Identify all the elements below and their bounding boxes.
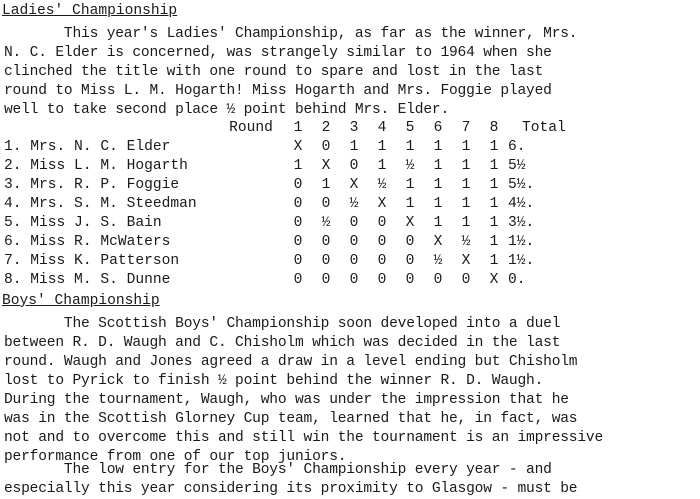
round-score: X (349, 177, 359, 193)
round-score: 0 (293, 215, 303, 231)
round-score: 0 (321, 234, 331, 250)
round-score: 1 (461, 139, 471, 155)
player-name: 3. Mrs. R. P. Foggie (4, 177, 180, 193)
round-score: 0 (321, 253, 331, 269)
round-score: 1 (489, 234, 499, 250)
player-total: 3½. (508, 215, 535, 231)
round-score: ½ (405, 158, 415, 174)
player-total: 5½. (508, 177, 535, 193)
round-score: ½ (377, 177, 387, 193)
text-line: performance from one of our top juniors. (4, 449, 347, 465)
results-table (4, 119, 592, 290)
text-line: especially this year considering its proximity to Glasgow - must be (4, 481, 578, 497)
round-score: 1 (489, 158, 499, 174)
player-total: 6. (508, 139, 526, 155)
round-score: 1 (489, 196, 499, 212)
round-score: X (489, 272, 499, 288)
round-score: 1 (489, 253, 499, 269)
round-score: 1 (461, 177, 471, 193)
round-number: 8 (489, 120, 499, 136)
round-score: 0 (377, 253, 387, 269)
round-number: 6 (433, 120, 443, 136)
round-score: 1 (489, 139, 499, 155)
round-score: 1 (461, 196, 471, 212)
player-row (4, 271, 592, 290)
text-line: During the tournament, Waugh, who was under the impression that he (4, 392, 569, 408)
round-score: 1 (405, 139, 415, 155)
round-score: 0 (321, 272, 331, 288)
round-score: 1 (433, 196, 443, 212)
round-score: 1 (489, 177, 499, 193)
player-row (4, 252, 592, 271)
round-number: 2 (321, 120, 331, 136)
round-score: 1 (433, 215, 443, 231)
round-score: ½ (461, 234, 471, 250)
text-line: round to Miss L. M. Hogarth! Miss Hogarth and Mrs. Foggie played (4, 83, 552, 99)
player-row (4, 195, 592, 214)
round-score: X (461, 253, 471, 269)
round-number: 5 (405, 120, 415, 136)
round-number: 4 (377, 120, 387, 136)
round-score: 0 (293, 253, 303, 269)
player-name: 7. Miss K. Patterson (4, 253, 180, 269)
round-score: 0 (349, 234, 359, 250)
player-name: 5. Miss J. S. Bain (4, 215, 162, 231)
boys-paragraph-1 (4, 315, 694, 467)
round-score: 0 (349, 215, 359, 231)
round-score: 0 (405, 253, 415, 269)
player-row (4, 233, 592, 252)
round-score: ½ (433, 253, 443, 269)
player-total: 1½. (508, 234, 535, 250)
round-score: 1 (489, 215, 499, 231)
player-row (4, 138, 592, 157)
round-score: 0 (461, 272, 471, 288)
text-line: The Scottish Boys' Championship soon developed into a duel (4, 316, 561, 332)
round-score: 0 (377, 215, 387, 231)
round-score: 1 (461, 215, 471, 231)
text-line: round. Waugh and Jones agreed a draw in a level ending but Chisholm (4, 354, 578, 370)
player-total: 4½. (508, 196, 535, 212)
round-score: 0 (293, 196, 303, 212)
player-row (4, 176, 592, 195)
round-score: X (405, 215, 415, 231)
round-score: 1 (349, 139, 359, 155)
round-score: X (293, 139, 303, 155)
round-score: 0 (349, 158, 359, 174)
round-score: 0 (433, 272, 443, 288)
round-score: 1 (461, 158, 471, 174)
player-total: 0. (508, 272, 526, 288)
round-number: 1 (293, 120, 303, 136)
round-score: 0 (293, 234, 303, 250)
round-score: 1 (433, 177, 443, 193)
player-name: 2. Miss L. M. Hogarth (4, 158, 188, 174)
player-row (4, 214, 592, 233)
round-score: 1 (293, 158, 303, 174)
round-score: 0 (405, 272, 415, 288)
round-score: 0 (321, 139, 331, 155)
round-score: X (433, 234, 443, 250)
round-score: 1 (405, 196, 415, 212)
player-name: 6. Miss R. McWaters (4, 234, 171, 250)
round-header: Round (229, 120, 273, 136)
player-row (4, 157, 592, 176)
text-line: N. C. Elder is concerned, was strangely similar to 1964 when she (4, 45, 552, 61)
player-total: 5½ (508, 158, 526, 174)
round-score: 0 (293, 177, 303, 193)
round-score: ½ (349, 196, 359, 212)
round-number: 3 (349, 120, 359, 136)
boys-championship-heading: Boys' Championship (2, 293, 160, 309)
player-name: 8. Miss M. S. Dunne (4, 272, 171, 288)
round-score: 1 (377, 158, 387, 174)
ladies-championship-heading: Ladies' Championship (2, 3, 178, 19)
boys-paragraph-2 (4, 461, 694, 499)
round-score: 0 (349, 253, 359, 269)
round-score: 1 (433, 139, 443, 155)
round-score: 1 (321, 177, 331, 193)
round-score: 0 (377, 272, 387, 288)
text-line: was in the Scottish Glorney Cup team, learned that he, in fact, was (4, 411, 578, 427)
round-score: 1 (405, 177, 415, 193)
round-score: 0 (293, 272, 303, 288)
round-score: X (321, 158, 331, 174)
round-number: 7 (461, 120, 471, 136)
player-total: 1½. (508, 253, 535, 269)
results-header-row (4, 119, 592, 138)
round-score: 0 (405, 234, 415, 250)
round-score: 0 (349, 272, 359, 288)
round-score: 1 (377, 139, 387, 155)
round-score: 1 (433, 158, 443, 174)
text-line: well to take second place ½ point behind Mrs. Elder. (4, 102, 449, 118)
round-score: X (377, 196, 387, 212)
text-line: clinched the title with one round to spare and lost in the last (4, 64, 544, 80)
text-line: not and to overcome this and still win the tournament is an impressive (4, 430, 604, 446)
player-name: 1. Mrs. N. C. Elder (4, 139, 171, 155)
ladies-intro-paragraph (4, 25, 694, 120)
text-line: between R. D. Waugh and C. Chisholm which was decided in the last (4, 335, 561, 351)
player-name: 4. Mrs. S. M. Steedman (4, 196, 197, 212)
round-score: ½ (321, 215, 331, 231)
round-score: 0 (321, 196, 331, 212)
results-body (4, 138, 592, 290)
total-header: Total (522, 120, 566, 136)
text-line: This year's Ladies' Championship, as far as the winner, Mrs. (4, 26, 578, 42)
text-line: The low entry for the Boys' Championship every year - and (4, 462, 552, 478)
text-line: lost to Pyrick to finish ½ point behind the winner R. D. Waugh. (4, 373, 544, 389)
round-score: 0 (377, 234, 387, 250)
